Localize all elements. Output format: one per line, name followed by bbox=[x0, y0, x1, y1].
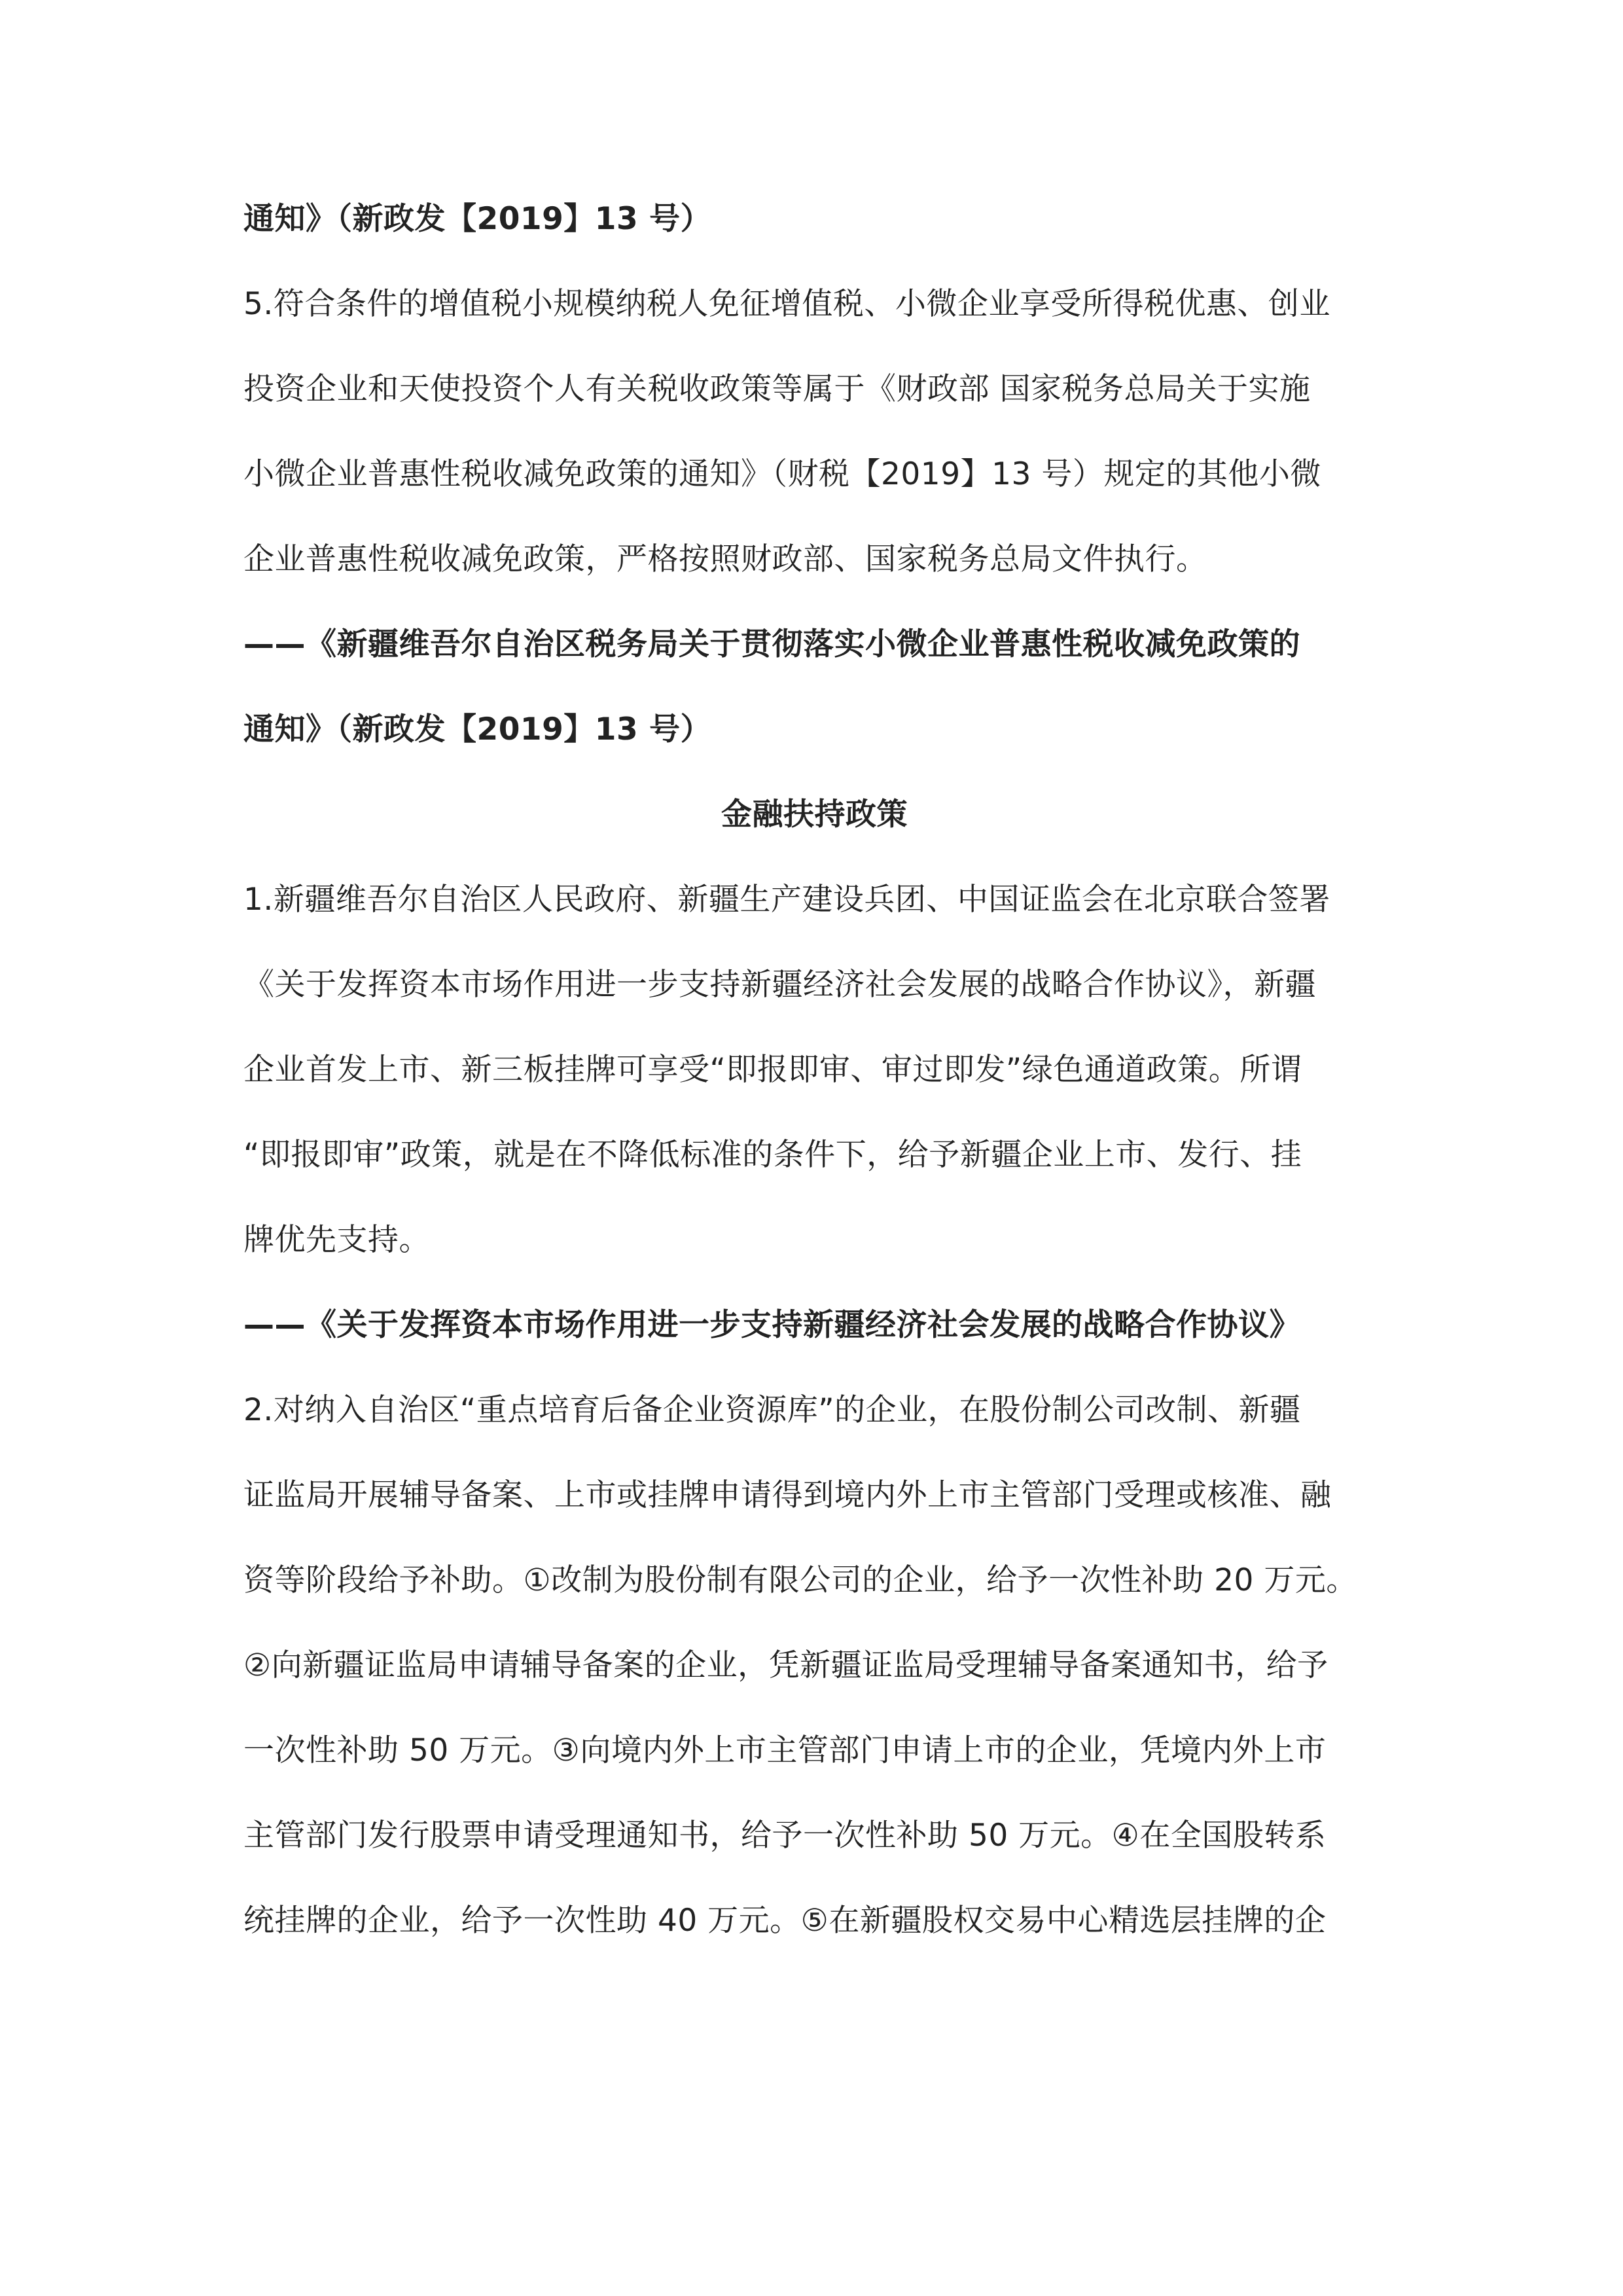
text-line: “即报即审”政策，就是在不降低标准的条件下，给予新疆企业上市、发行、挂 bbox=[243, 1137, 1302, 1173]
text-line: 通知》（新政发【2019】13 号） bbox=[243, 201, 712, 237]
text-line: 统挂牌的企业，给予一次性助 40 万元。⑤在新疆股权交易中心精选层挂牌的企 bbox=[243, 1903, 1327, 1939]
text-line: 牌优先支持。 bbox=[243, 1222, 430, 1258]
text-line: 小微企业普惠性税收减免政策的通知》（财税【2019】13 号）规定的其他小微 bbox=[243, 456, 1321, 492]
citation-line: ——《新疆维吾尔自治区税务局关于贯彻落实小微企业普惠性税收减免政策的 bbox=[243, 626, 1300, 662]
citation-line: ——《关于发挥资本市场作用进一步支持新疆经济社会发展的战略合作协议》 bbox=[243, 1307, 1300, 1343]
text-line: 投资企业和天使投资个人有关税收政策等属于《财政部 国家税务总局关于实施 bbox=[243, 371, 1311, 407]
text-line: 1.新疆维吾尔自治区人民政府、新疆生产建设兵团、中国证监会在北京联合签署 bbox=[243, 882, 1330, 918]
section-heading: 金融扶持政策 bbox=[721, 797, 908, 833]
text-line: 证监局开展辅导备案、上市或挂牌申请得到境内外上市主管部门受理或核准、融 bbox=[243, 1477, 1332, 1513]
text-line: 主管部门发行股票申请受理通知书，给予一次性补助 50 万元。④在全国股转系 bbox=[243, 1818, 1327, 1854]
citation-line: 通知》（新政发【2019】13 号） bbox=[243, 711, 712, 747]
text-line: 《关于发挥资本市场作用进一步支持新疆经济社会发展的战略合作协议》，新疆 bbox=[243, 967, 1316, 1003]
text-line: 企业首发上市、新三板挂牌可享受“即报即审、审过即发”绿色通道政策。所谓 bbox=[243, 1052, 1302, 1088]
text-line: 一次性补助 50 万元。③向境内外上市主管部门申请上市的企业，凭境内外上市 bbox=[243, 1732, 1327, 1768]
text-line: 2.对纳入自治区“重点培育后备企业资源库”的企业，在股份制公司改制、新疆 bbox=[243, 1392, 1301, 1428]
text-line: 资等阶段给予补助。①改制为股份制有限公司的企业，给予一次性补助 20 万元。 bbox=[243, 1562, 1357, 1598]
text-line: 企业普惠性税收减免政策，严格按照财政部、国家税务总局文件执行。 bbox=[243, 541, 1207, 577]
text-line: ②向新疆证监局申请辅导备案的企业，凭新疆证监局受理辅导备案通知书，给予 bbox=[243, 1647, 1329, 1683]
text-line: 5.符合条件的增值税小规模纳税人免征增值税、小微企业享受所得税优惠、创业 bbox=[243, 286, 1330, 322]
